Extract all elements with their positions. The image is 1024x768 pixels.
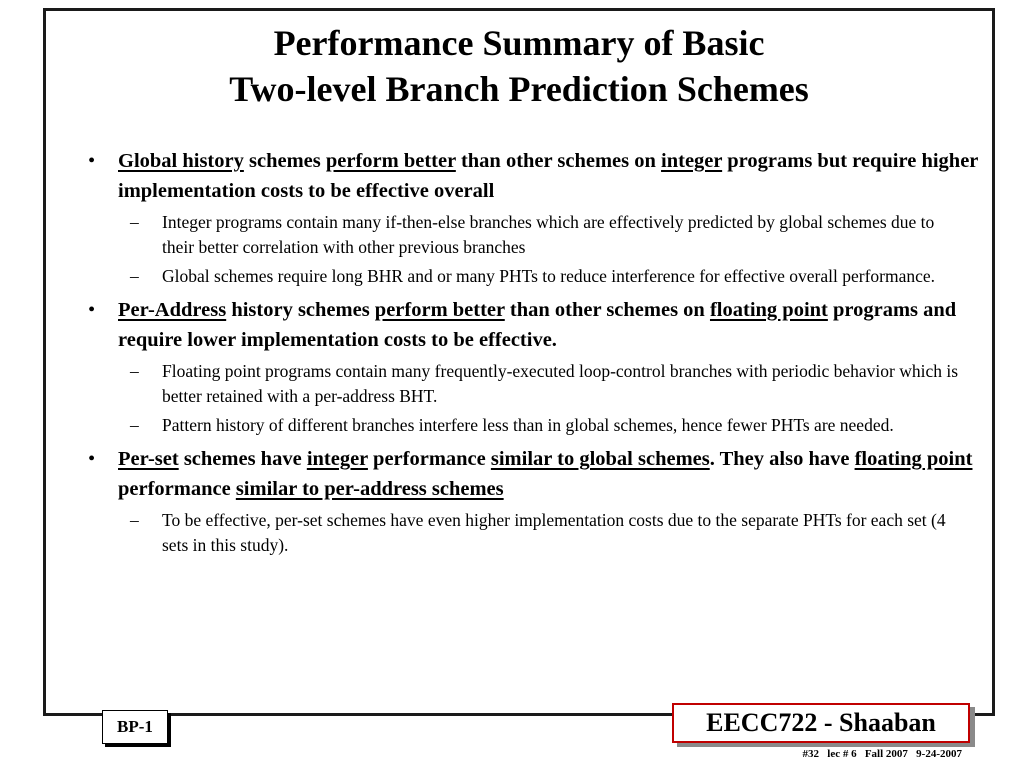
sub-point-text: Pattern history of different branches interfere less than in global schemes, hence fewer PHTs are needed.	[162, 415, 894, 435]
bullet-point	[60, 146, 980, 206]
course-label: EECC722 - Shaaban	[706, 708, 936, 737]
bullet-icon: •	[88, 448, 96, 470]
sub-point-text: Integer programs contain many if-then-else branches which are effectively predicted by global schemes due to their better correlation with other previous branches	[162, 212, 935, 257]
bullet-text: performance	[118, 478, 236, 500]
emphasis-text: perform better	[374, 299, 505, 321]
footer-note: #32 lec # 6 Fall 2007 9-24-2007	[802, 748, 962, 760]
emphasis-text: floating point	[709, 299, 828, 321]
bullet-text: programs but require higher implementation costs to be effective overall	[118, 150, 979, 202]
bullet-text: programs and require lower implementation costs to be effective.	[118, 299, 957, 351]
sub-point-text: Global schemes require long BHR and or many PHTs to reduce interference for effective overall performance.	[162, 266, 936, 286]
bullet-text: . They also have	[709, 448, 855, 470]
bullet-icon: •	[88, 299, 96, 321]
dash-icon: –	[130, 415, 139, 435]
dash-icon: –	[130, 266, 139, 286]
bullet-text: than other schemes on	[455, 150, 662, 172]
sub-point-text: To be effective, per-set schemes have even higher implementation costs due to the separate PHTs for each set (4 sets in this study).	[162, 510, 946, 555]
bp-label: BP-1	[117, 717, 153, 736]
emphasis-text: floating point	[854, 448, 973, 470]
emphasis-text: integer	[306, 448, 368, 470]
emphasis-text: Global history	[118, 150, 244, 172]
bullet-point	[60, 444, 980, 504]
sub-point	[60, 210, 980, 260]
dash-icon: –	[130, 510, 139, 530]
title-line-2: Two-level Branch Prediction Schemes	[229, 69, 809, 109]
sub-point	[60, 359, 980, 409]
slide-content	[60, 146, 980, 564]
sub-point	[60, 264, 980, 289]
emphasis-text: Per-set	[118, 448, 179, 470]
bullet-icon: •	[88, 150, 96, 172]
bullet-text: history schemes	[226, 299, 375, 321]
emphasis-text: integer	[661, 150, 723, 172]
title-line-1: Performance Summary of Basic	[273, 23, 765, 63]
emphasis-text: similar to per-address schemes	[235, 478, 504, 500]
emphasis-text: Per-Address	[118, 299, 227, 321]
slide-title	[43, 20, 995, 112]
sub-point	[60, 413, 980, 438]
bp-label-box	[102, 710, 168, 744]
emphasis-text: perform better	[325, 150, 456, 172]
emphasis-text: similar to global schemes	[490, 448, 710, 470]
bullet-point	[60, 295, 980, 355]
course-label-box	[672, 703, 970, 743]
bullet-text: schemes have	[178, 448, 307, 470]
bullet-text: performance	[367, 448, 491, 470]
sub-point	[60, 508, 980, 558]
bullet-text: schemes	[243, 150, 326, 172]
dash-icon: –	[130, 212, 139, 232]
bullet-text: than other schemes on	[504, 299, 710, 321]
sub-point-text: Floating point programs contain many frequently-executed loop-control branches with periodic behavior which is better retained with a per-address BHT.	[162, 361, 959, 406]
spacer	[60, 558, 980, 564]
dash-icon: –	[130, 361, 139, 381]
